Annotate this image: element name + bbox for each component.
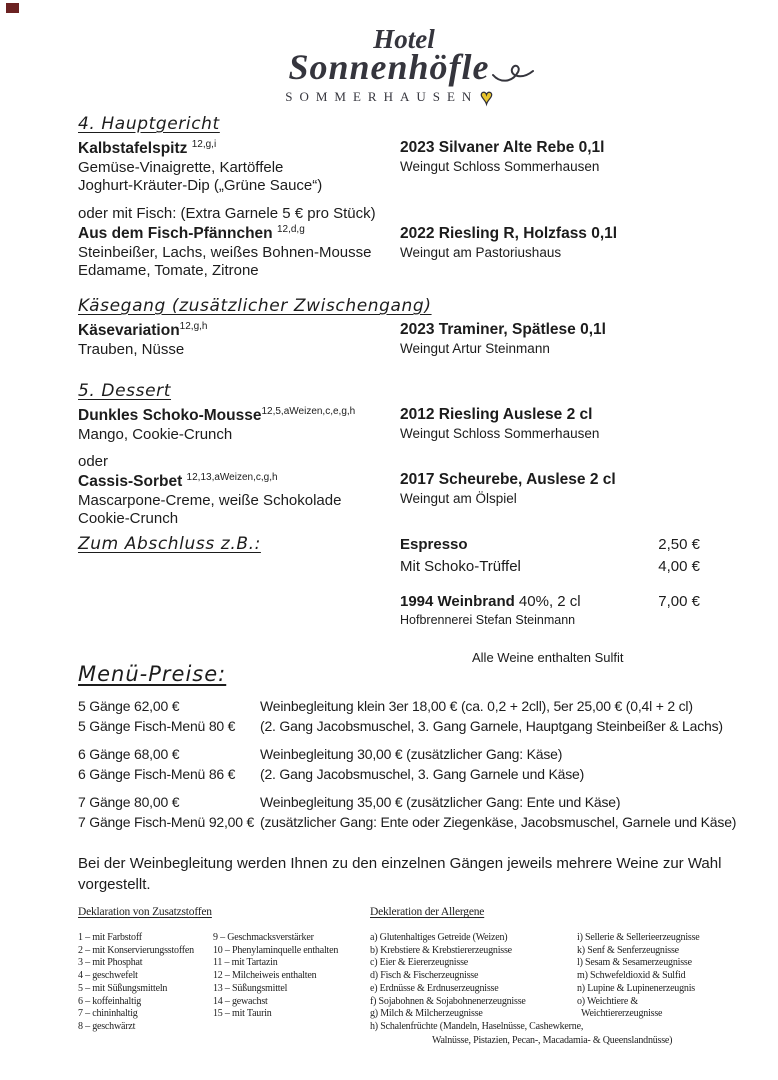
course-left	[78, 405, 400, 444]
heart-icon: ♥	[480, 86, 493, 109]
additive-item: 10 – Phenylaminquelle enthalten	[213, 944, 339, 956]
additive-item: 11 – mit Tartazin	[213, 957, 278, 969]
price-right: Weinbegleitung klein 3er 18,00 € (ca. 0,2 + 2cll), 5er 25,00 € (0,4l + 2 cl)	[260, 698, 693, 714]
dish-desc: Cookie-Crunch	[78, 510, 179, 527]
price-right: Weinbegleitung 30,00 € (zusätzlicher Gang: Käse)	[260, 746, 563, 762]
course-left	[78, 452, 400, 528]
price-right: (zusätzlicher Gang: Ente oder Ziegenkäse, Jacobsmuschel, Garnele und Käse)	[260, 814, 737, 830]
price-group-6	[78, 744, 768, 784]
finish-items	[400, 534, 700, 628]
wine-name: 2017 Scheurebe, Auslese 2 cl	[400, 471, 616, 488]
winery-name: Weingut am Ölspiel	[400, 491, 517, 506]
winery-name: Weingut Schloss Sommerhausen	[400, 426, 600, 441]
section-heading-hauptgericht: 4. Hauptgericht	[78, 114, 220, 134]
course-right	[400, 405, 700, 444]
weinbrand-name-rest: 40%, 2 cl	[514, 593, 581, 610]
section-heading-kaesegang: Käsegang (zusätzlicher Zwischengang)	[78, 296, 432, 316]
price-left: 5 Gänge Fisch-Menü 80 €	[78, 718, 236, 734]
price-row	[78, 812, 768, 832]
dish-desc: Mango, Cookie-Crunch	[78, 426, 233, 443]
price-left: 6 Gänge Fisch-Menü 86 €	[78, 766, 236, 782]
wine-name: 2012 Riesling Auslese 2 cl	[400, 406, 593, 423]
allergen-sup: 12,5,aWeizen,c,e,g,h	[261, 405, 356, 417]
allergen-sup: 12,g,h	[179, 320, 208, 332]
dish-name: Kalbstafelspitz	[78, 140, 192, 157]
dish-name: Käsevariation	[78, 322, 180, 339]
finish-item-name: Espresso	[400, 536, 468, 553]
allergen-item-continuation: Walnüsse, Pistazien, Pecan-, Macadamia- & Queenslandnüsse)	[432, 1034, 673, 1046]
hotel-logo	[0, 24, 778, 110]
price-row	[78, 716, 768, 736]
allergens-col1	[370, 932, 584, 1034]
allergen-item: e) Erdnüsse & Erdnuserzeugnisse	[370, 982, 499, 994]
section-heading-abschluss: Zum Abschluss z.B.:	[78, 534, 261, 554]
wine-name: 2023 Traminer, Spätlese 0,1l	[400, 321, 606, 338]
dish-line	[78, 320, 400, 341]
allergens-declaration	[370, 906, 762, 1047]
weinbrand-producer: Hofbrennerei Stefan Steinmann	[400, 613, 576, 627]
dessert-section	[78, 381, 700, 444]
winery-name: Weingut Schloss Sommerhausen	[400, 159, 600, 174]
menu-prices	[78, 696, 768, 840]
weinbrand-item	[400, 591, 700, 613]
additive-item: 6 – koffeinhaltig	[78, 995, 142, 1007]
dish-desc: Mascarpone-Creme, weiße Schokolade	[78, 492, 342, 509]
additives-col2	[213, 932, 338, 1021]
course-left	[78, 320, 400, 359]
price-left: 7 Gänge 80,00 €	[78, 794, 180, 810]
course-pre-note: oder mit Fisch: (Extra Garnele 5 € pro Stück)	[78, 205, 376, 222]
logo-name-row	[288, 46, 489, 88]
additive-item: 4 – geschwefelt	[78, 970, 138, 982]
allergen-item: g) Milch & Milcherzeugnisse	[370, 1008, 483, 1020]
additive-item: 8 – geschwärzt	[78, 1020, 136, 1032]
dish-line	[78, 405, 400, 426]
allergens-columns	[370, 932, 762, 1034]
allergen-item: c) Eier & Eiererzeugnisse	[370, 957, 469, 969]
weinbrand-name-bold: 1994 Weinbrand	[400, 593, 515, 610]
allergen-item: h) Schalenfrüchte (Mandeln, Haselnüsse, Cashewkerne,	[370, 1020, 584, 1032]
weinbrand-price: 7,00 €	[658, 593, 700, 610]
allergen-item: o) Weichtiere &	[577, 995, 638, 1007]
logo-city: SOMMERHAUSEN	[285, 89, 479, 104]
dish-name: Dunkles Schoko-Mousse	[78, 407, 262, 424]
flourish-icon	[492, 58, 534, 84]
price-right: Weinbegleitung 35,00 € (zusätzlicher Gang: Ente und Käse)	[260, 794, 621, 810]
course-left	[78, 204, 400, 280]
cheese-course-section	[78, 296, 700, 359]
additives-declaration	[78, 906, 370, 1034]
finish-item	[400, 534, 700, 556]
course-row	[78, 138, 700, 195]
course-right	[400, 452, 700, 528]
course-row	[78, 320, 700, 359]
allergens-col2	[577, 932, 700, 1021]
allergen-item: l) Sesam & Sesamerzeugnisse	[577, 957, 692, 969]
course-left	[78, 138, 400, 195]
finish-item	[400, 556, 700, 578]
allergen-item: i) Sellerie & Sellerieerzeugnisse	[577, 932, 700, 943]
course-pre-note: oder	[78, 453, 109, 470]
dish-desc: Gemüse-Vinaigrette, Kartöffele	[78, 159, 284, 176]
additive-item: 14 – gewachst	[213, 995, 268, 1007]
section-heading-menu-preise: Menü-Preise:	[78, 662, 227, 686]
allergen-item: a) Glutenhaltiges Getreide (Weizen)	[370, 932, 508, 943]
course-row	[78, 405, 700, 444]
additive-item: 2 – mit Konservierungsstoffen	[78, 944, 194, 956]
allergens-heading: Dekleration der Allergene	[370, 906, 485, 918]
dish-line	[78, 471, 400, 492]
finish-item-price: 2,50 €	[658, 536, 700, 553]
allergen-sup: 12,13,aWeizen,c,g,h	[186, 471, 278, 483]
sorbet-course-section	[78, 452, 700, 528]
logo-hotel-word: Hotel	[373, 24, 435, 54]
scan-artifact	[6, 3, 19, 13]
price-right: (2. Gang Jacobsmuschel, 3. Gang Garnele und Käse)	[260, 766, 585, 782]
dish-desc: Steinbeißer, Lachs, weißes Bohnen-Mousse	[78, 244, 372, 261]
price-group-5	[78, 696, 768, 736]
logo-name: Sonnenhöfle	[288, 47, 490, 87]
course-row	[78, 452, 700, 528]
price-row	[78, 764, 768, 784]
finish-item-price: 4,00 €	[658, 558, 700, 575]
winery-name: Weingut am Pastoriushaus	[400, 245, 562, 260]
dish-line	[78, 138, 400, 159]
course-right	[400, 204, 700, 280]
fish-course-section	[78, 204, 700, 280]
section-heading-dessert: 5. Dessert	[78, 381, 172, 401]
price-left: 5 Gänge 62,00 €	[78, 698, 180, 714]
allergen-item: b) Krebstiere & Krebstiererzeugnisse	[370, 944, 512, 956]
wine-name: 2022 Riesling R, Holzfass 0,1l	[400, 225, 618, 242]
allergen-sup: 12,g,i	[191, 138, 217, 150]
additive-item: 9 – Geschmacksverstärker	[213, 932, 314, 943]
allergen-item: m) Schwefeldioxid & Sulfid	[577, 970, 686, 982]
finish-section	[78, 534, 700, 628]
dish-desc: Trauben, Nüsse	[78, 341, 185, 358]
weinbrand-name	[400, 591, 581, 613]
allergen-item: f) Sojabohnen & Sojabohnenerzeugnisse	[370, 995, 526, 1007]
sulfit-note: Alle Weine enthalten Sulfit	[472, 650, 624, 665]
logo-city-row	[0, 86, 778, 110]
course-right	[400, 320, 700, 359]
dish-desc: Joghurt-Kräuter-Dip („Grüne Sauce“)	[78, 177, 323, 194]
allergen-item: k) Senf & Senferzeugnisse	[577, 944, 679, 956]
price-right: (2. Gang Jacobsmuschel, 3. Gang Garnele, Hauptgang Steinbeißer & Lachs)	[260, 718, 723, 734]
additives-heading: Deklaration von Zusatzstoffen	[78, 906, 212, 918]
winery-name: Weingut Artur Steinmann	[400, 341, 550, 356]
price-group-7	[78, 792, 768, 832]
additives-columns	[78, 932, 370, 1034]
dish-desc: Edamame, Tomate, Zitrone	[78, 262, 259, 279]
price-row	[78, 696, 768, 716]
additive-item: 13 – Süßungsmittel	[213, 982, 288, 994]
price-left: 6 Gänge 68,00 €	[78, 746, 180, 762]
additives-col1	[78, 932, 213, 1034]
price-row	[78, 792, 768, 812]
wine-name: 2023 Silvaner Alte Rebe 0,1l	[400, 139, 605, 156]
main-course-section	[78, 114, 700, 195]
course-right	[400, 138, 700, 195]
allergen-item-wrap: Weichtiererzeugnisse	[581, 1008, 663, 1020]
price-left: 7 Gänge Fisch-Menü 92,00 €	[78, 814, 255, 830]
allergen-item: n) Lupine & Lupinenerzeugnis	[577, 982, 695, 994]
additive-item: 1 – mit Farbstoff	[78, 932, 142, 943]
additive-item: 12 – Milcheiweis enthalten	[213, 970, 317, 982]
dish-line	[78, 223, 400, 244]
dish-name: Aus dem Fisch-Pfännchen	[78, 225, 277, 242]
additive-item: 3 – mit Phosphat	[78, 957, 143, 969]
additive-item: 7 – chininhaltig	[78, 1008, 138, 1020]
additive-item: 5 – mit Süßungsmitteln	[78, 982, 168, 994]
wine-pairing-note: Bei der Weinbegleitung werden Ihnen zu den einzelnen Gängen jeweils mehrere Weine zur Wahl vorgestellt.	[78, 855, 722, 893]
dish-name: Cassis-Sorbet	[78, 473, 187, 490]
allergen-sup: 12,d,g	[276, 223, 305, 235]
course-row	[78, 204, 700, 280]
allergen-item: d) Fisch & Fischerzeugnisse	[370, 970, 479, 982]
additive-item: 15 – mit Taurin	[213, 1008, 272, 1020]
finish-item-name: Mit Schoko-Trüffel	[400, 558, 521, 575]
price-row	[78, 744, 768, 764]
